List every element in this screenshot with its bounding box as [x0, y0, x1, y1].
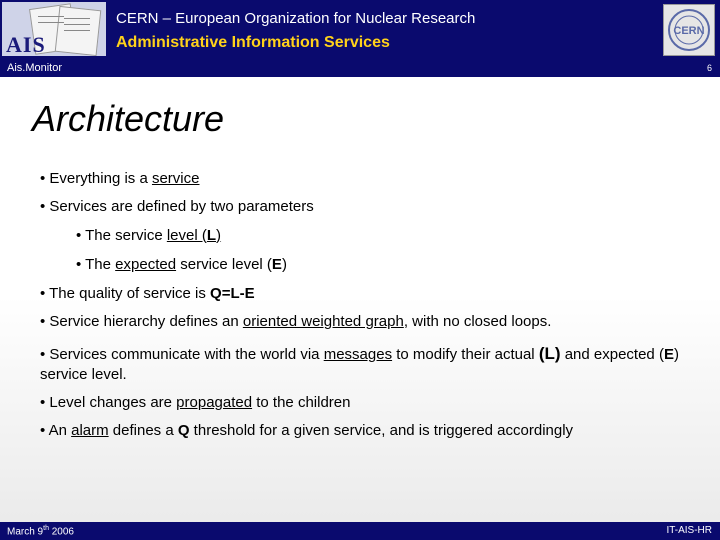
sub-bullet-1: • The service level (L): [76, 227, 222, 244]
footer-bar: [0, 522, 720, 540]
bullet-5: • Services communicate with the world via messages to modify their actual (L) and expected (E) service level.: [40, 344, 679, 383]
ais-logo-text: AIS: [6, 32, 46, 56]
cern-logo: [663, 4, 715, 56]
slide-title: Architecture: [32, 98, 225, 139]
ais-logo: [2, 2, 106, 56]
cern-logo-text: CERN: [673, 25, 705, 37]
page-number: 6: [706, 63, 712, 73]
presentation-name: Ais.Monitor: [7, 62, 63, 74]
header-title: CERN – European Organization for Nuclear Research: [116, 10, 476, 27]
bullet-2: • Services are defined by two parameters: [40, 198, 314, 215]
footer-date: March 9th 2006: [7, 525, 74, 538]
sub-bullet-2: • The expected service level (E): [76, 256, 287, 273]
header-subtitle: Administrative Information Services: [116, 34, 390, 51]
bullet-7: • An alarm defines a Q threshold for a given service, and is triggered accordingly: [40, 422, 574, 439]
title-bar: [0, 60, 720, 77]
bullet-1: • Everything is a service: [40, 170, 200, 187]
bullet-3: • The quality of service is Q=L-E: [40, 285, 255, 302]
header-banner: [0, 0, 720, 60]
footer-department: IT-AIS-HR: [666, 525, 712, 536]
bullet-4: • Service hierarchy defines an oriented weighted graph, with no closed loops.: [40, 313, 552, 330]
bullet-6: • Level changes are propagated to the children: [40, 394, 351, 411]
